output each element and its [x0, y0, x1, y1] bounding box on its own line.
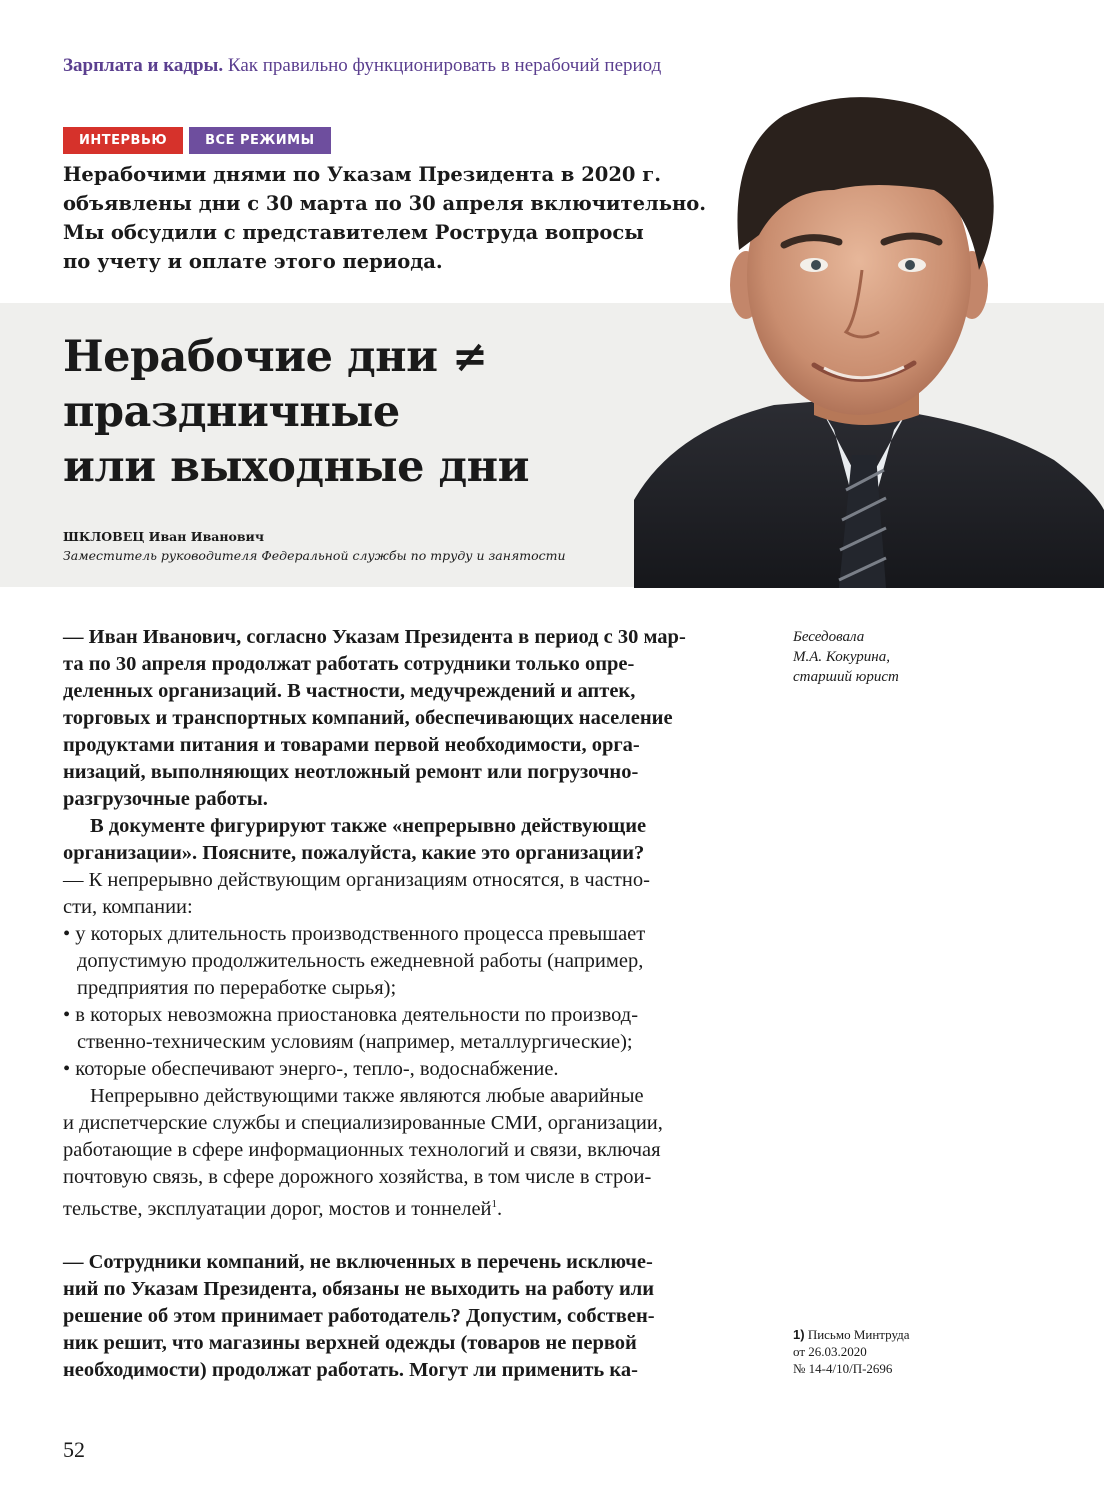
footnote-line: № 14-4/10/П-2696: [793, 1361, 893, 1376]
body-line: [63, 1002, 743, 1029]
lead-line: Мы обсудили с представителем Роструда вопросы: [63, 221, 644, 244]
tag-interview: ИНТЕРВЬЮ: [63, 127, 183, 154]
footnote-number: 1): [793, 1327, 805, 1342]
body-line-text: — К непрерывно действующим организациям относятся, в частно-: [63, 869, 650, 891]
body-line-text: деленных организаций. В частности, медучреждений и аптек,: [63, 680, 636, 702]
author-name: ШКЛОВЕЦ Иван Иванович: [63, 529, 264, 544]
tag-list: [63, 127, 331, 154]
lead-line: по учету и оплате этого периода.: [63, 250, 443, 273]
body-line-text: и диспетчерские службы и специализированные СМИ, организации,: [63, 1112, 663, 1134]
interviewer-line: М.А. Кокурина,: [793, 649, 890, 665]
body-line-text: допустимую продолжительность ежедневной работы (например,: [77, 950, 644, 972]
body-line-text: сти, компании:: [63, 896, 193, 918]
body-line: [63, 678, 743, 705]
lead-line: объявлены дни с 30 марта по 30 апреля включительно.: [63, 192, 707, 215]
article-body: [63, 624, 743, 1384]
body-line-text: — Сотрудники компаний, не включенных в перечень исключе-: [63, 1250, 653, 1273]
body-line: [63, 1029, 743, 1056]
body-line: [63, 1330, 743, 1357]
body-line: тельстве, эксплуатации дорог, мостов и тоннелей$^1$.: [63, 1197, 503, 1220]
headline-line: Нерабочие дни ≠: [63, 332, 488, 382]
body-line: [63, 1056, 743, 1083]
body-line: [63, 1083, 743, 1110]
body-line-text: • у которых длительность производственного процесса превышает: [63, 923, 646, 945]
body-line: [63, 759, 743, 786]
body-line-text: разгрузочные работы.: [63, 788, 268, 810]
body-line-text: • в которых невозможна приостановка деятельности по производ-: [63, 1004, 639, 1026]
running-head: [63, 55, 661, 77]
body-line: [63, 1110, 743, 1137]
body-line: [63, 651, 743, 678]
body-line-text: • которые обеспечивают энерго-, тепло-, водоснабжение.: [63, 1058, 559, 1080]
body-line: [63, 1303, 743, 1330]
body-line-text: решение об этом принимает работодатель? Допустим, собствен-: [63, 1304, 655, 1327]
lead-line: Нерабочими днями по Указам Президента в 2020 г.: [63, 163, 662, 186]
body-line-text: ний по Указам Президента, обязаны не выходить на работу или: [63, 1277, 655, 1300]
body-line-text: — Иван Иванович, согласно Указам Президента в период с 30 мар-: [63, 626, 686, 648]
body-line: [63, 948, 743, 975]
body-line: [63, 894, 743, 921]
body-line-text: ственно-техническим условиям (например, металлургические);: [77, 1031, 633, 1053]
body-line: [63, 1276, 743, 1303]
footnote-ref: 1: [491, 1198, 498, 1210]
running-head-section: Зарплата и кадры.: [63, 55, 224, 76]
body-line: [63, 624, 743, 651]
body-line-text: почтовую связь, в сфере дорожного хозяйства, в том числе в строи-: [63, 1166, 652, 1188]
interviewer-note: [793, 627, 899, 687]
paragraph-gap: [63, 1223, 743, 1249]
body-line: [63, 705, 743, 732]
running-head-title: Как правильно функционировать в нерабочий период: [227, 55, 662, 76]
body-line-text: необходимости) продолжат работать. Могут ли применить ка-: [63, 1358, 638, 1381]
body-line: [63, 921, 743, 948]
body-line: [63, 732, 743, 759]
footnote-line: Письмо Минтруда: [807, 1327, 910, 1342]
headline: [63, 330, 529, 495]
body-line: [63, 786, 743, 813]
interviewer-line: старший юрист: [793, 669, 899, 685]
headline-line: праздничные: [63, 387, 400, 437]
page-number: 52: [63, 1437, 85, 1462]
body-line: [63, 975, 743, 1002]
author-role: Заместитель руководителя Федеральной службы по труду и занятости: [63, 548, 566, 563]
footnote-line: от 26.03.2020: [793, 1344, 867, 1359]
body-line-text: В документе фигурируют также «непрерывно действующие: [90, 815, 647, 837]
body-line: [63, 1249, 743, 1276]
author-portrait: [634, 70, 1104, 588]
body-line: [63, 1164, 743, 1191]
body-line-text: продуктами питания и товарами первой необходимости, орга-: [63, 734, 640, 756]
body-line-text: работающие в сфере информационных технологий и связи, включая: [63, 1139, 661, 1161]
body-line-text: организации». Поясните, пожалуйста, какие это организации?: [63, 842, 645, 864]
body-line-text: Непрерывно действующими также являются любые аварийные: [90, 1085, 644, 1107]
interviewer-line: Беседовала: [793, 629, 865, 645]
body-line: [63, 840, 743, 867]
body-line-text: торговых и транспортных компаний, обеспечивающих население: [63, 707, 673, 729]
body-line: [63, 1357, 743, 1384]
body-line-text: ник решит, что магазины верхней одежды (товаров не первой: [63, 1331, 637, 1354]
body-line: [63, 867, 743, 894]
body-line-text: низаций, выполняющих неотложный ремонт или погрузочно-: [63, 761, 639, 783]
headline-line: или выходные дни: [63, 442, 529, 492]
body-line-text: предприятия по переработке сырья);: [77, 977, 397, 999]
tag-all-regimes: ВСЕ РЕЖИМЫ: [189, 127, 330, 154]
body-line: [63, 1137, 743, 1164]
body-line-text: та по 30 апреля продолжат работать сотрудники только опре-: [63, 653, 635, 675]
body-line: [63, 813, 743, 840]
footnote: [793, 1326, 910, 1377]
body-line-text: тельстве, эксплуатации дорог, мостов и тоннелей: [63, 1197, 492, 1220]
